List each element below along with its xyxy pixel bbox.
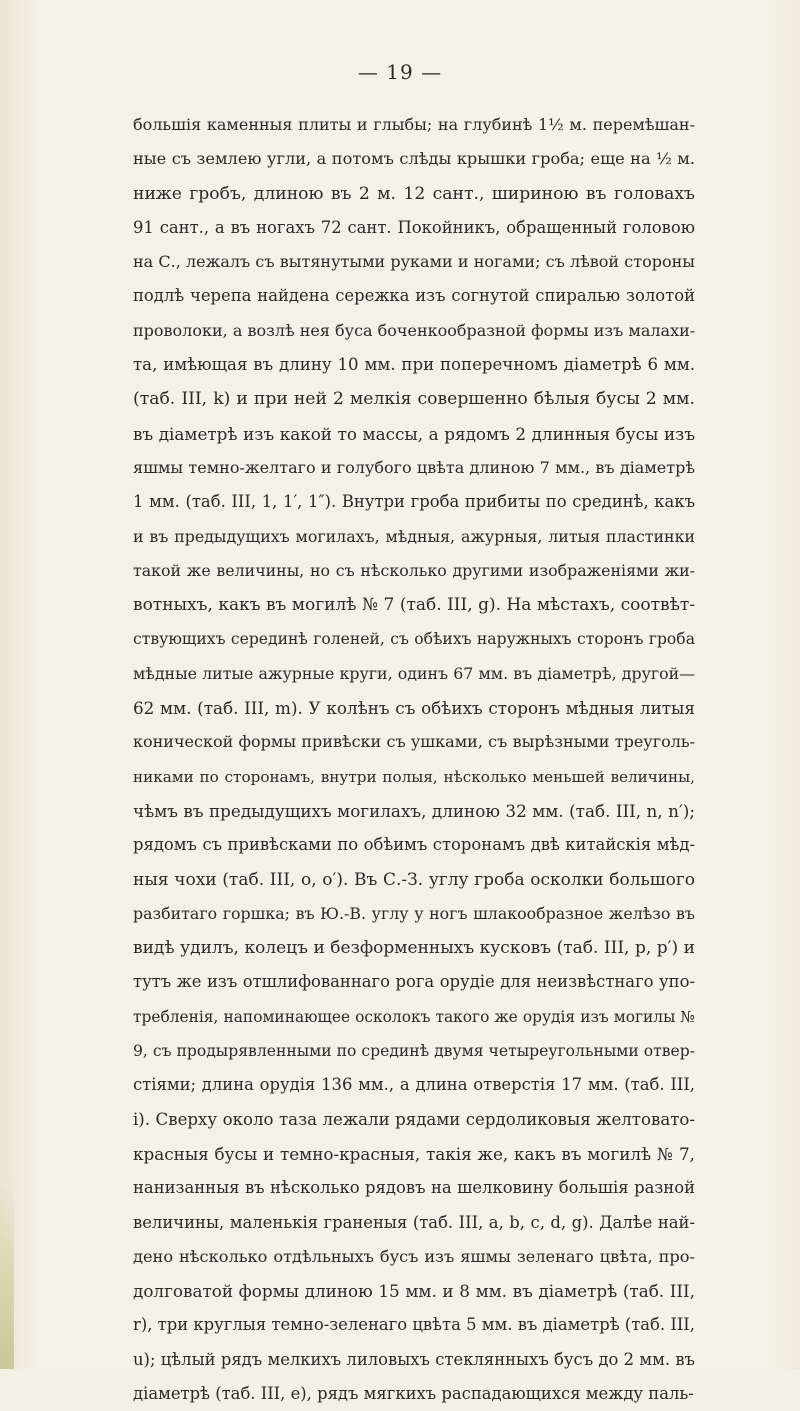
paper-edge-stain bbox=[0, 1180, 14, 1369]
text-line: ствующихъ серединѣ голеней, съ обѣихъ наружныхъ сторонъ гроба bbox=[133, 630, 695, 649]
text-line: 1 мм. (таб. III, 1, 1′, 1″). Внутри гроба прибиты по срединѣ, какъ bbox=[133, 492, 695, 512]
text-line: долговатой формы длиною 15 мм. и 8 мм. въ діаметрѣ (таб. III, bbox=[133, 1281, 695, 1302]
text-line: на С., лежалъ съ вытянутыми руками и ногами; съ лѣвой стороны bbox=[133, 252, 695, 272]
text-line: та, имѣющая въ длину 10 мм. при поперечномъ діаметрѣ 6 мм. bbox=[133, 355, 695, 375]
page-number: — 19 — bbox=[357, 60, 443, 84]
text-line: большія каменныя плиты и глыбы; на глубинѣ 1½ м. перемѣшан- bbox=[133, 115, 695, 134]
text-line: ные съ землею угли, а потомъ слѣды крышки гроба; еще на ½ м. bbox=[133, 149, 695, 169]
text-line: и въ предыдущихъ могилахъ, мѣдныя, ажурныя, литыя пластинки bbox=[133, 526, 695, 546]
text-line: проволоки, а возлѣ нея буса боченкообразной формы изъ малахи- bbox=[133, 320, 696, 340]
text-line: требленія, напоминающее осколокъ такого же орудія изъ могилы № bbox=[133, 1007, 695, 1026]
text-line: никами по сторонамъ, внутри полыя, нѣсколько меньшей величины, bbox=[133, 767, 695, 786]
text-line: (таб. III, k) и при ней 2 мелкія совершенно бѣлыя бусы 2 мм. bbox=[133, 389, 695, 410]
text-line: 91 сант., а въ ногахъ 72 сант. Покойникъ, обращенный головою bbox=[133, 217, 695, 237]
text-line: вотныхъ, какъ въ могилѣ № 7 (таб. III, g). На мѣстахъ, соотвѣт- bbox=[133, 595, 695, 616]
text-line: дено нѣсколько отдѣльныхъ бусъ изъ яшмы зеленаго цвѣта, про- bbox=[133, 1246, 695, 1266]
text-line: r), три круглыя темно-зеленаго цвѣта 5 мм. въ діаметрѣ (таб. III, bbox=[133, 1315, 695, 1335]
text-line: мѣдные литые ажурные круги, одинъ 67 мм. въ діаметрѣ, другой— bbox=[133, 663, 695, 683]
text-line: конической формы привѣски съ ушками, съ вырѣзными треуголь- bbox=[133, 732, 695, 752]
text-line: въ діаметрѣ изъ какой то массы, а рядомъ 2 длинныя бусы изъ bbox=[133, 423, 695, 444]
text-line: 62 мм. (таб. III, m). У колѣнъ съ обѣихъ сторонъ мѣдныя литыя bbox=[133, 698, 695, 719]
text-line: тутъ же изъ отшлифованнаго рога орудіе для неизвѣстнаго упо- bbox=[133, 972, 695, 992]
text-line: ниже гробъ, длиною въ 2 м. 12 сант., шириною въ головахъ bbox=[133, 183, 695, 204]
text-line: стіями; длина орудія 136 мм., а длина отверстія 17 мм. (таб. III, bbox=[133, 1075, 695, 1095]
text-line: рядомъ съ привѣсками по обѣимъ сторонамъ двѣ китайскія мѣд- bbox=[133, 835, 695, 855]
text-line: разбитаго горшка; въ Ю.-В. углу у ногъ шлакообразное желѣзо въ bbox=[133, 903, 695, 923]
text-line: діаметрѣ (таб. III, e), рядъ мягкихъ распадающихся между паль- bbox=[133, 1383, 694, 1403]
text-line: 9, съ продырявленными по срединѣ двумя четыреугольными отвер- bbox=[133, 1042, 696, 1061]
text-line: u); цѣлый рядъ мелкихъ лиловыхъ стеклянныхъ бусъ до 2 мм. въ bbox=[133, 1349, 695, 1369]
text-line: такой же величины, но съ нѣсколько другими изображеніями жи- bbox=[133, 560, 695, 580]
text-line: нанизанныя въ нѣсколько рядовъ на шелковину большія разной bbox=[133, 1178, 695, 1198]
text-line: ныя чохи (таб. III, o, o′). Въ С.-З. углу гроба осколки большого bbox=[133, 869, 695, 890]
text-line: подлѣ черепа найдена сережка изъ согнутой спиралью золотой bbox=[133, 286, 695, 306]
text-line: красныя бусы и темно-красныя, такія же, какъ въ могилѣ № 7, bbox=[133, 1143, 695, 1164]
text-line: величины, маленькія граненыя (таб. III, a, b, c, d, g). Далѣе най- bbox=[133, 1212, 695, 1232]
text-line: чѣмъ въ предыдущихъ могилахъ, длиною 32 мм. (таб. III, n, n′); bbox=[133, 800, 695, 821]
text-line: i). Сверху около таза лежали рядами сердоликовыя желтовато- bbox=[133, 1109, 695, 1129]
text-line: яшмы темно-желтаго и голубого цвѣта длиною 7 мм., въ діаметрѣ bbox=[133, 457, 695, 477]
body-text bbox=[133, 108, 695, 1411]
text-line: видѣ удилъ, колецъ и безформенныхъ кусковъ (таб. III, p, p′) и bbox=[133, 938, 695, 959]
